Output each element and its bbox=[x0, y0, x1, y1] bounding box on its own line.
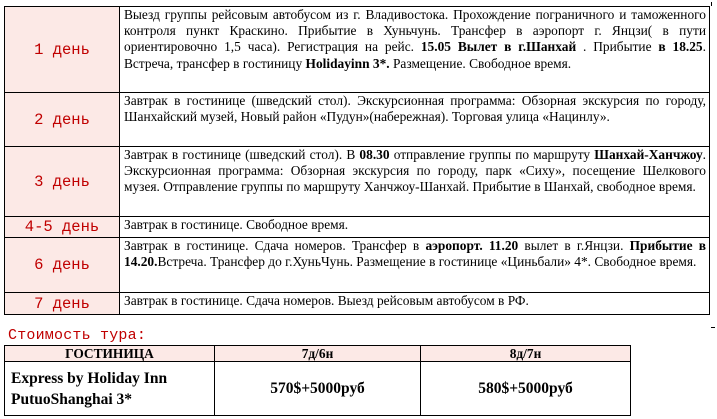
bold-text-run: 08.30 bbox=[359, 147, 390, 162]
text-run: Встреча. Трансфер до г.ХуньЧунь. Размещение в гостинице «Циньбали» 4*. Свободное время. bbox=[157, 254, 697, 270]
text-run: отправление группы по маршруту bbox=[389, 147, 595, 162]
bold-text-run: Шанхай-Ханчжоу bbox=[594, 147, 703, 162]
itinerary-table bbox=[4, 6, 710, 315]
bold-text-run: Прибытие в 14.20. bbox=[124, 238, 706, 270]
text-run: . Экскурсионная программа: Обзорная экскурсия по городу, парк «Сиху», посещение Шелкового музея. Отправление группы по маршруту Ханчжоу-Шанхай. Прибытие в Шанхай, свободное время. bbox=[124, 147, 707, 195]
day-cell: 2 день bbox=[5, 93, 120, 147]
itinerary-row bbox=[5, 293, 710, 315]
day-description bbox=[120, 238, 710, 293]
text-run: Завтрак в гостинице (шведский стол). Экскурсионная программа: Обзорная экскурсия по городу, Шанхайский музей, Новый район «Пудун»(набережная). Торговая улица «Нацинлу». bbox=[124, 93, 706, 125]
day-cell: 6 день bbox=[5, 238, 120, 293]
price-row bbox=[5, 362, 631, 416]
day-cell: 7 день bbox=[5, 293, 120, 315]
corner-mark bbox=[711, 2, 712, 6]
price-7d: 570$+5000руб bbox=[215, 362, 421, 416]
day-description bbox=[120, 217, 710, 238]
hotel-name-line1: Express by Holiday Inn bbox=[11, 369, 168, 387]
day-cell: 4-5 день bbox=[5, 217, 120, 238]
text-run: вылет в г.Янцзи. bbox=[518, 238, 630, 253]
text-run: Размещение. Свободное время. bbox=[389, 55, 572, 71]
cost-title: Стоимость тура: bbox=[8, 327, 147, 344]
text-run: Завтрак в гостинице. Сдача номеров. Выезд рейсовым автобусом в РФ. bbox=[124, 293, 529, 308]
hotel-name-line2: PutuoShanghai 3* bbox=[11, 390, 133, 408]
itinerary-row bbox=[5, 147, 710, 217]
day-description bbox=[120, 7, 710, 93]
header-7d: 7д/6н bbox=[215, 346, 421, 362]
itinerary-row bbox=[5, 7, 710, 93]
header-8d: 8д/7н bbox=[421, 346, 631, 362]
day-description bbox=[120, 147, 710, 217]
itinerary-row bbox=[5, 93, 710, 147]
text-run: . Встреча, трансфер в гостиницу bbox=[124, 39, 706, 71]
bold-text-run: в 18.25 bbox=[658, 39, 703, 55]
itinerary-row bbox=[5, 238, 710, 293]
price-table bbox=[4, 345, 631, 416]
text-run: Завтрак в гостинице (шведский стол). В bbox=[124, 147, 360, 162]
corner-mark bbox=[711, 327, 715, 328]
day-cell: 3 день bbox=[5, 147, 120, 217]
itinerary-row bbox=[5, 217, 710, 238]
text-run: Завтрак в гостинице. Свободное время. bbox=[124, 217, 349, 232]
price-8d: 580$+5000руб bbox=[421, 362, 631, 416]
header-hotel: ГОСТИНИЦА bbox=[5, 346, 215, 362]
bold-text-run: 15.05 Вылет в г.Шанхай bbox=[420, 39, 577, 55]
text-run: Завтрак в гостинице. Сдача номеров. Трансфер в bbox=[124, 238, 426, 253]
day-description bbox=[120, 93, 710, 147]
price-header-row bbox=[5, 346, 631, 362]
day-description bbox=[120, 293, 710, 315]
bold-text-run: аэропорт. 11.20 bbox=[425, 238, 519, 253]
hotel-name bbox=[5, 362, 215, 416]
text-run: Выезд группы рейсовым автобусом из г. Владивостока. Прохождение пограничного и таможенного контроля пункт Краскино. Прибытие в Хуньчунь. Трансфер в аэропорт г. Янцзи( в пути ориентировочно 1,5 часа). Регистрация на рейс. bbox=[124, 7, 706, 55]
bold-text-run: Holidayinn 3*. bbox=[305, 55, 390, 71]
text-run: . Прибытие bbox=[576, 39, 659, 55]
day-cell: 1 день bbox=[5, 7, 120, 93]
